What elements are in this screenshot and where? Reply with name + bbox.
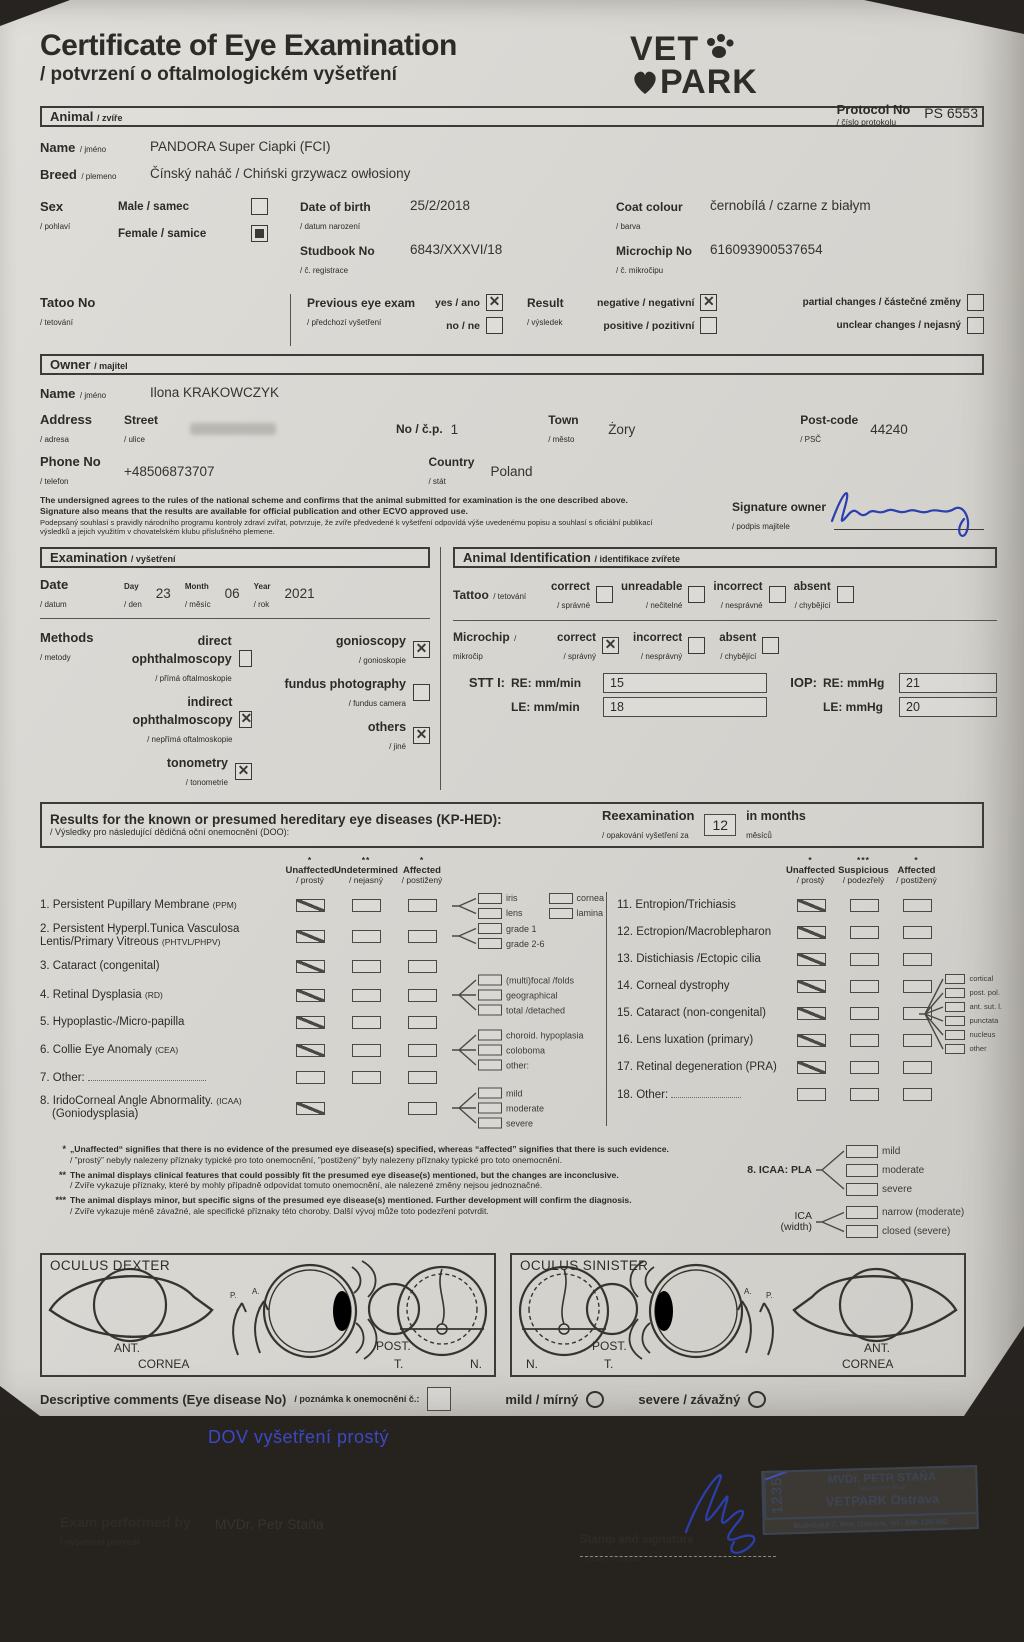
ica-narrow-checkbox	[846, 1206, 878, 1219]
protocol-no: Protocol No / číslo protokolu PS 6553	[836, 102, 978, 127]
results-column-headers: * Unaffected / prostý ** Undetermined / nejasný * Affected / postižený * Unaffected / prostý *** Suspicious / podezřelý * Affected / postižený	[285, 854, 937, 886]
undetermined-checkbox	[352, 960, 381, 973]
method-tonometry-checkbox	[235, 763, 252, 780]
section-animal-identification: Animal Identification / identifikace zvířete	[453, 547, 997, 568]
owner-disclaimer: The undersigned agrees to the rules of the national scheme and confirms that the animal submitted for examination is the one described above. Signature also means that the results are available for official publication and other ECVO approved use. Podepsaný souhlasí s pravidly národního programu kontroly zdraví zvířat, potvrzuje, že zvíře předvedené k vyšetření odpovídá výše uvedenému popisu a souhlasí s oficiální publikací výsledků a jejich využitím v chovatelském klubu příslušného plemene.	[40, 495, 653, 537]
disease-row-phtvl: 2. Persistent Hyperpl.Tunica Vasculosa Lentis/Primary Vitreous (PHTVL/PHPV) grade 1 grade 2-6	[40, 922, 545, 949]
icaa-pla-severe-checkbox	[846, 1183, 878, 1196]
tattoo-correct-checkbox	[596, 586, 613, 603]
ppm-cornea-checkbox	[549, 893, 573, 904]
exam-day-value: 23	[155, 586, 171, 602]
iop-le-value: 20	[899, 697, 997, 717]
stamp-address: Budečská 7, Mor. Ostrava, tel.: 596 120 482	[764, 1513, 976, 1534]
unaffected-checkbox	[296, 1044, 325, 1057]
suspicious-checkbox	[850, 899, 879, 912]
result-negative-checkbox	[700, 294, 717, 311]
examination-column: Examination / vyšetření Date / datum Day / den 23 Month / měsíc 06 Year / rok 2021 Methods / metody direct ophthalmoscopy / přímá oftalmoskopie indirect ophthalmoscopy / nepřímá oftalmoskopie ✕ tonometry / tonometrie ✕ gonioscopy / gonioskopie ✕ fundus photography / fundus camera others / jiné ✕	[40, 547, 441, 790]
suspicious-checkbox	[850, 1007, 879, 1020]
town-value: Żory	[608, 421, 636, 437]
logo-text-park: PARK	[660, 63, 758, 101]
microchip-correct-checkbox	[602, 637, 619, 654]
icaa-pla-block: 8. ICAA: PLA mild moderate severe ICA (width) narrow (moderate) closed (severe)	[700, 1140, 984, 1241]
suspicious-checkbox	[850, 1034, 879, 1047]
cataract-other-checkbox	[945, 1044, 965, 1054]
female-label: Female / samice	[118, 227, 207, 240]
breed-value: Čínský naháč / Chiński grzywacz owłosiony	[150, 166, 411, 182]
disease-row-cea: 6. Collie Eye Anomaly (CEA) choroid. hypoplasia coloboma other:	[40, 1030, 584, 1071]
undetermined-checkbox	[352, 1044, 381, 1057]
undetermined-checkbox	[352, 1016, 381, 1029]
protocol-label: Protocol No	[836, 102, 911, 117]
oculus-dexter-title: OCULUS DEXTER	[50, 1258, 170, 1274]
affected-checkbox	[408, 899, 437, 912]
icaa-mild-checkbox	[478, 1088, 502, 1099]
unaffected-checkbox	[296, 1102, 325, 1115]
unaffected-checkbox	[797, 926, 826, 939]
reexamination-value: 12	[704, 814, 736, 836]
house-no-label: No / č.p.	[396, 422, 443, 437]
house-no-value: 1	[450, 421, 459, 437]
method-indirect-ophthalmoscopy-checkbox	[239, 711, 252, 728]
unaffected-checkbox	[296, 960, 325, 973]
breed-label: Breed	[40, 167, 77, 183]
studbook-label: Studbook No	[300, 244, 375, 259]
name-label: Name	[40, 140, 76, 156]
disease-row-other-right: 18. Other:	[617, 1081, 984, 1108]
disease-row-distichiasis: 13. Distichiasis /Ectopic cilia	[617, 946, 984, 973]
unaffected-checkbox	[797, 899, 826, 912]
unaffected-checkbox	[797, 953, 826, 966]
iop-label: IOP:	[790, 674, 818, 690]
disease-row-micropapilla: 5. Hypoplastic-/Micro-papilla	[40, 1010, 606, 1035]
unaffected-checkbox	[296, 989, 325, 1002]
descriptive-comments-row: Descriptive comments (Eye disease No) / poznámka k onemocnění č.: mild / mírný severe / závažný	[40, 1387, 984, 1411]
unaffected-checkbox	[797, 1034, 826, 1047]
unaffected-checkbox	[797, 1088, 826, 1101]
prev-exam-yes-checkbox	[486, 294, 503, 311]
rd-geographical-checkbox	[478, 990, 502, 1001]
stt-le-value: 18	[603, 697, 767, 717]
section-owner: Owner / majitel	[40, 354, 984, 375]
owner-name-label: Name	[40, 386, 76, 402]
protocol-value: PS 6553	[924, 105, 978, 121]
ppm-lamina-checkbox	[549, 908, 573, 919]
coat-value: černobílá / czarne z białym	[710, 198, 871, 214]
results-header: Results for the known or presumed hereditary eye diseases (KP-HED): / Výsledky pro následující dědičná oční onemocnění (DOO): Reexamination / opakování vyšetření za 12 in months měsíců	[40, 802, 984, 848]
studbook-value: 6843/XXXVI/18	[410, 242, 503, 258]
phone-value: +48506873707	[124, 463, 215, 479]
ica-closed-checkbox	[846, 1225, 878, 1238]
affected-checkbox	[903, 899, 932, 912]
unclear-changes-label: unclear changes / nejasný	[836, 320, 961, 332]
heart-icon	[630, 68, 660, 96]
microchip-incorrect-checkbox	[688, 637, 705, 654]
partial-changes-checkbox	[967, 294, 984, 311]
section-examination: Examination / vyšetření	[40, 547, 430, 568]
ppm-lens-checkbox	[478, 908, 502, 919]
ppm-iris-checkbox	[478, 893, 502, 904]
disease-list-left	[40, 892, 607, 1129]
male-checkbox	[251, 198, 268, 215]
disease-grid	[40, 892, 1002, 1129]
icaa-pla-label: 8. ICAA: PLA	[747, 1163, 812, 1176]
disease-row-cataract-congenital: 3. Cataract (congenital)	[40, 953, 606, 980]
stamp-clinic-name: VETPARK Ostrava	[825, 1491, 940, 1510]
paw-icon	[699, 32, 739, 66]
tattoo-incorrect-checkbox	[769, 586, 786, 603]
undetermined-checkbox	[352, 930, 381, 943]
comments-label: Descriptive comments (Eye disease No)	[40, 1391, 287, 1407]
logo-text-vet: VET	[630, 29, 700, 68]
mild-label: mild / mírný	[505, 1391, 579, 1407]
country-value: Poland	[490, 463, 533, 479]
tattoo-no-label: Tatoo No	[40, 295, 96, 311]
cea-choroid-checkbox	[478, 1030, 502, 1041]
stt-label: STT I:	[468, 674, 506, 690]
suspicious-checkbox	[850, 1088, 879, 1101]
cataract-punctata-checkbox	[945, 1016, 965, 1026]
prev-exam-label: Previous eye exam	[307, 296, 416, 311]
disease-row-cataract-noncongenital: 15. Cataract (non-congenital) cortical post. pol. ant. sut. l. punctata nucleus other	[617, 974, 1002, 1054]
handwritten-note-blue: DOV vyšetření prostý	[208, 1427, 390, 1448]
street-value-redacted	[190, 423, 276, 435]
exam-year-value: 2021	[284, 586, 315, 602]
cataract-post-pol-checkbox	[945, 988, 965, 998]
stamp-signature-label: Stamp and signature	[580, 1534, 694, 1547]
affected-checkbox	[903, 1088, 932, 1101]
result-label: Result	[526, 296, 564, 311]
rd-multifocal-checkbox	[478, 975, 502, 986]
disease-row-entropion: 11. Entropion/Trichiasis	[617, 892, 984, 919]
method-others-checkbox	[413, 727, 430, 744]
affected-checkbox	[408, 960, 437, 973]
tattoo-unreadable-checkbox	[688, 586, 705, 603]
disease-row-corneal-dystrophy: 14. Corneal dystrophy	[617, 973, 984, 1000]
vet-stamp: 1235 MVDr. PETR STAŇA veterinární lékař VETPARK Ostrava Budečská 7, Mor. Ostrava, tel.: 596 120 482	[761, 1465, 979, 1535]
scanned-certificate: Certificate of Eye Examination / potvrzení o oftalmologickém vyšetření VET PARK Protocol No / číslo protokolu PS 6553 Animal / zvíře Name / jméno PANDORA Super Ciapki (FCI) Breed / plemeno Čínský naháč / Chiński grzywacz owłosiony Sex / pohlaví Male / samec Female / samice Date of birth / datum narození 25/2/2018 Studbook No / č. registrace 6843/XXXVI/18 Coat colour / barva černobílá / czarne z białym Microchip No / č. mikročipu 616093900537654 Tatoo No / tetování Previous eye exam / předchozí vyšetření yes / ano ✕ no / ne Result / výsledek negative / negativní ✕ positive / pozitivní partial changes / částečné změny unclear changes / nejasný Owner / majitel Name / jméno Ilona KRAKOWCZYK Address / adresa Street / ulice No / č.p. 1 Town / město Żory Post-code / PSČ 44240 Phone No / telefon +48506873707 Country / stát Poland The undersigned agrees to the rules of the national scheme and confirms that the animal submitted for examination is the one described above. Signature also means that the results are available for official publication and other ECVO approved use. Podepsaný souhlasí s pravidly národního programu kontroly zdraví zvířat, potvrzuje, že zvíře předvedené k vyšetření odpovídá výše uvedenému popisu a souhlasí s oficiální publikací výsledků a jejich využitím v chovatelském klubu příslušného plemene. Signature owner / podpis majitele Examination / vyšetření Date / datum Day / den 23 Month / měsíc 06 Year / rok 2021 Methods / metody direct ophthalmoscopy / přímá oftalmoskopie indirect ophthalmoscopy / nepřímá oftalmoskopie ✕ tonometry / tonometrie ✕ gonioscopy / gonioskopie ✕ fundus photography / fundus camera others / jiné ✕ Animal Identification / identifikace zvířete Tattoo / tetování correct / správné unreadable / nečitelné incorrect / nesprávné absent / chybějící Microchip / mikročip correct / správný ✕ incorrect / nesprávný absent / chybějící STT I: RE: mm/min 15 LE: mm/min 18 IOP: RE: mmHg 21 LE: mmHg 20 Results for the known or presumed hereditary eye diseases (KP-HED): / Výsledky pro následující dědičná oční onemocnění (DOO): Reexamination / opakování vyšetření za 12 in months měsíců * Unaffected / prostý ** Undetermined / nejasný * Affected / postižený * Unaffected / prostý *** Suspicious / podezřelý * Affected / postižený 1. Persistent Pupillary Membrane (PPM) iris lens cornea lamina 2. Persistent Hyperpl.Tunica Vasculosa Lentis/Primary Vitreous (PHTVL/PHPV) grade 1 grade 2-6 3. Cataract (congenital) 4. Retinal Dysplasia (RD) (multi)focal /folds geographical total /detached 5. Hypoplastic-/Micro-papilla 6. Collie Eye Anomaly (CEA) choroid. hypoplasia coloboma other: 7. Other: 8. IridoCorneal Angle Abnormality. (ICAA) (Goniodysplasia) mild moderate severe 11. Entropion/Trichiasis 12. Ectropion/Macroblepharon 13. Distichiasis /Ectopic cilia 14. Corneal dystrophy 15. Cataract (non-congenital) cortical post. pol. ant. sut. l. punctata nucleus other 16. Lens luxation (primary) 17. Retinal degeneration (PRA) 18. Other: * „Unaffected“ signifies that there is no evidence of the presumed eye disease(s) specified, whereas “affected” signifies that there is such evidence. / ”prostý” nebyly nalezeny příznaky typické pro toto onemocnění, ”postižený” byly nalezeny příznaky typické pro toto onemocnění. ** The animal displays clinical features that could possibly fit the presumed eye disease(s) mentioned, but the changes are inconclusive. / Zvíře vykazuje příznaky, které by mohly případně odpovídat tomuto onemocnění, ale nalezené změny nejsou jednoznačné. *** The animal displays minor, but specific signs of the presumed eye disease(s) mentioned. Further development will confirm the diagnosis. / Zvíře vykazuje méně závažné, ale specifické příznaky této choroby. Další vývoj může toto podezření potvrdit. 8. ICAA: PLA mild moderate severe ICA (width) narrow (moderate) closed (severe) OCULUS DEXTER ANT. CORNEA P. A. POST. T. N. OCULUS SINISTER N. T. POST. A. P. ANT. CORNEA Descriptive comments (Eye disease No) / poznámka k onemocnění č.: mild / mírný severe / závažný DOV vyšetření prostý Exam performed by / vyšetření provedl MVDr. Petr Staňa Stamp and signature / razítko a podpis 1235 MVDr. PETR STAŇA veterinární lékař VETPARK Ostrava Budečská 7, Mor. Ostrava, tel.: 596 120 482	[0, 0, 1024, 1416]
suspicious-checkbox	[850, 980, 879, 993]
footnotes: * „Unaffected“ signifies that there is no evidence of the presumed eye disease(s) specified, whereas “affected” signifies that there is such evidence. / ”prostý” nebyly nalezeny příznaky typické pro toto onemocnění, ”postižený” byly nalezeny příznaky typické pro toto onemocnění. ** The animal displays clinical features that could possibly fit the presumed eye disease(s) mentioned, but the changes are inconclusive. / Zvíře vykazuje příznaky, které by mohly případně odpovídat tomuto onemocnění, ale nalezené změny nejsou jednoznačné. *** The animal displays minor, but specific signs of the presumed eye disease(s) mentioned. Further development will confirm the diagnosis. / Zvíře vykazuje méně závažné, ale specifické příznaky této choroby. Další vývoj může toto podezření potvrdit.	[55, 1144, 669, 1216]
cataract-nucleus-checkbox	[945, 1030, 965, 1040]
exam-performed-value: MVDr. Petr Staňa	[214, 1516, 324, 1533]
tattoo-absent-checkbox	[837, 586, 854, 603]
microchip-value: 616093900537654	[710, 242, 823, 258]
microchip-absent-checkbox	[762, 637, 779, 654]
exam-month-value: 06	[224, 586, 240, 602]
bottom-zone: Exam performed by / vyšetření provedl MVDr. Petr Staňa Stamp and signature / razítko a podpis 1235 MVDr. PETR STAŇA veterinární lékař VETPARK Ostrava Budečská 7, Mor. Ostrava, tel.: 596 120 482	[40, 1452, 984, 1642]
icaa-moderate-checkbox	[478, 1103, 502, 1114]
affected-checkbox	[408, 989, 437, 1002]
disease-row-ppm: 1. Persistent Pupillary Membrane (PPM) iris lens cornea lamina	[40, 893, 605, 919]
comments-disease-no-box	[427, 1387, 451, 1411]
rd-total-checkbox	[478, 1005, 502, 1016]
suspicious-checkbox	[850, 926, 879, 939]
unaffected-checkbox	[296, 930, 325, 943]
icaa-pla-mild-checkbox	[846, 1145, 878, 1158]
microchip-label: Microchip No	[616, 244, 693, 259]
animal-name-value: PANDORA Super Ciapki (FCI)	[150, 139, 331, 155]
unaffected-checkbox	[797, 1061, 826, 1074]
method-fundus-photography-checkbox	[413, 684, 430, 701]
suspicious-checkbox	[850, 1061, 879, 1074]
cataract-cortical-checkbox	[945, 974, 965, 984]
undetermined-checkbox	[352, 989, 381, 1002]
oculus-sinister-title: OCULUS SINISTER	[520, 1258, 649, 1274]
cea-coloboma-checkbox	[478, 1045, 502, 1056]
severe-oval	[748, 1391, 766, 1408]
coat-label: Coat colour	[616, 200, 683, 215]
disease-row-lens-luxation: 16. Lens luxation (primary)	[617, 1027, 984, 1054]
reexamination: Reexamination / opakování vyšetření za 12 in months měsíců	[602, 807, 806, 840]
ica-label: ICA	[794, 1209, 812, 1222]
unaffected-checkbox	[296, 1071, 325, 1084]
icaa-severe-checkbox	[478, 1118, 502, 1129]
affected-checkbox	[903, 1061, 932, 1074]
method-gonioscopy-checkbox	[413, 641, 430, 658]
stt-re-value: 15	[603, 673, 767, 693]
stamp-number: 1235	[763, 1472, 789, 1518]
disease-row-rd: 4. Retinal Dysplasia (RD) (multi)focal /folds geographical total /detached	[40, 975, 575, 1016]
method-direct-ophthalmoscopy-checkbox	[239, 650, 252, 667]
unaffected-checkbox	[797, 980, 826, 993]
header	[40, 29, 984, 101]
page-title: Certificate of Eye Examination	[40, 29, 457, 62]
affected-checkbox	[408, 1016, 437, 1029]
result-positive-checkbox	[700, 317, 717, 334]
disease-row-other-left: 7. Other:	[40, 1065, 606, 1090]
disease-list-right	[607, 892, 1002, 1126]
affected-checkbox	[408, 1071, 437, 1084]
prev-exam-no-checkbox	[486, 317, 503, 334]
affected-checkbox	[903, 953, 932, 966]
undetermined-checkbox	[352, 1071, 381, 1084]
unaffected-checkbox	[797, 1007, 826, 1020]
mild-oval	[586, 1391, 604, 1408]
icaa-pla-moderate-checkbox	[846, 1164, 878, 1177]
signature-owner-label: Signature owner	[731, 500, 826, 515]
page-subtitle: / potvrzení o oftalmologickém vyšetření	[40, 63, 397, 85]
affected-checkbox	[903, 926, 932, 939]
suspicious-checkbox	[850, 953, 879, 966]
vetpark-logo	[630, 29, 758, 101]
oculus-sinister-diagram: OCULUS SINISTER N. T. POST. A. P. ANT. CORNEA	[510, 1253, 966, 1377]
cea-other-checkbox	[478, 1060, 502, 1071]
owner-signature	[824, 481, 994, 537]
cataract-ant-sut-checkbox	[945, 1002, 965, 1012]
disease-row-ectropion: 12. Ectropion/Macroblepharon	[617, 919, 984, 946]
iop-re-value: 21	[899, 673, 997, 693]
disease-row-pra: 17. Retinal degeneration (PRA)	[617, 1054, 984, 1081]
dob-value: 25/2/2018	[410, 198, 471, 214]
oculus-dexter-diagram: OCULUS DEXTER ANT. CORNEA P. A. POST. T. N.	[40, 1253, 496, 1377]
unaffected-checkbox	[296, 1016, 325, 1029]
owner-name-value: Ilona KRAKOWCZYK	[150, 385, 280, 401]
affected-checkbox	[408, 1102, 437, 1115]
exam-performed-label: Exam performed by	[60, 1514, 191, 1531]
grade2-6-checkbox	[478, 938, 502, 949]
dob-label: Date of birth	[300, 200, 371, 215]
disease-row-icaa: 8. IridoCorneal Angle Abnormality. (ICAA) (Goniodysplasia) mild moderate severe	[40, 1088, 545, 1129]
unclear-changes-checkbox	[967, 317, 984, 334]
sex-label: Sex	[40, 199, 64, 215]
male-label: Male / samec	[118, 200, 189, 213]
identification-column: Animal Identification / identifikace zvířete Tattoo / tetování correct / správné unreadable / nečitelné incorrect / nesprávné absent / chybějící Microchip / mikročip correct / správný ✕ incorrect / nesprávný absent / chybějící STT I: RE: mm/min 15 LE: mm/min 18 IOP: RE: mmHg 21 LE: mmHg 20	[441, 547, 997, 790]
unaffected-checkbox	[296, 899, 325, 912]
female-checkbox	[251, 225, 268, 242]
affected-checkbox	[408, 930, 437, 943]
severe-label: severe / závažný	[638, 1391, 741, 1407]
section-animal: Animal / zvíře	[40, 106, 984, 127]
grade1-checkbox	[478, 923, 502, 934]
postcode-value: 44240	[870, 421, 908, 437]
undetermined-checkbox	[352, 899, 381, 912]
partial-changes-label: partial changes / částečné změny	[802, 297, 961, 309]
affected-checkbox	[408, 1044, 437, 1057]
stamp-vet-name: MVDr. PETR STAŇA	[827, 1471, 937, 1487]
